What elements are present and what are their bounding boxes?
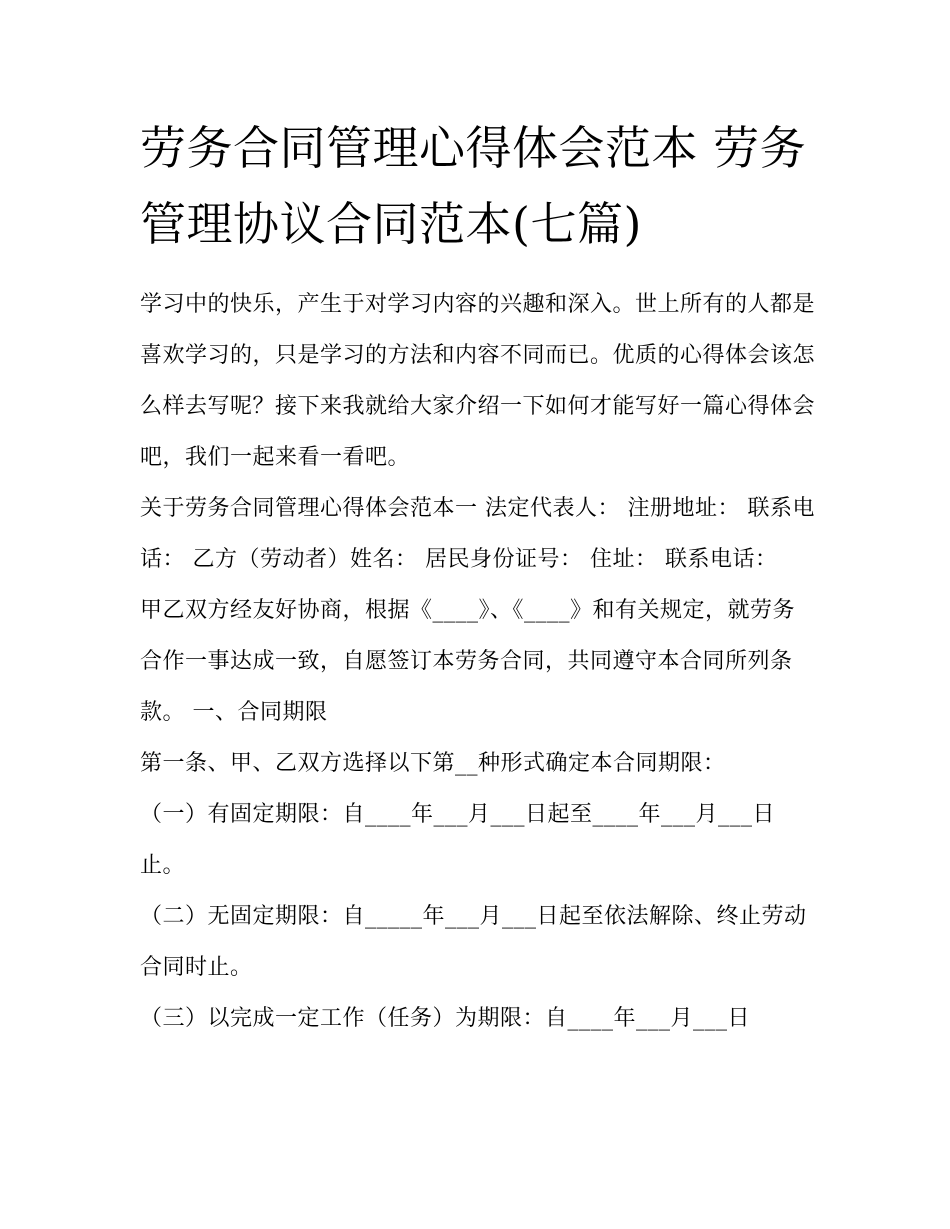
paragraph-task-term: （三）以完成一定工作（任务）为期限：自____年___月___日 — [140, 1006, 751, 1031]
document-page — [140, 110, 815, 1044]
paragraph-fixed-term: （一）有固定期限：自____年___月___日起至____年___月___日止。 — [140, 802, 776, 878]
paragraph-intro: 学习中的快乐，产生于对学习内容的兴趣和深入。世上所有的人都是喜欢学习的，只是学习的方法和内容不同而已。优质的心得体会该怎么样去写呢？接下来我就给大家介绍一下如何才能写好一篇心得体会吧，我们一起来看一看吧。 — [140, 292, 816, 470]
paragraph-open-term: （二）无固定期限：自_____年___月___日起至依法解除、终止劳动合同时止。 — [140, 904, 807, 980]
paragraph-article-1: 第一条、甲、乙双方选择以下第__种形式确定本合同期限： — [140, 751, 726, 776]
paragraph-party-info: 关于劳务合同管理心得体会范本一 法定代表人： 注册地址： 联系电话： 乙方（劳动者）姓名： 居民身份证号： 住址： 联系电话： — [140, 496, 815, 572]
document-title: 劳务合同管理心得体会范本 劳务管理协议合同范本(七篇) — [140, 121, 807, 251]
paragraph-agreement: 甲乙双方经友好协商，根据《____》、《____》和有关规定，就劳务合作一事达成一致，自愿签订本劳务合同，共同遵守本合同所列条款。 一、合同期限 — [140, 598, 796, 725]
